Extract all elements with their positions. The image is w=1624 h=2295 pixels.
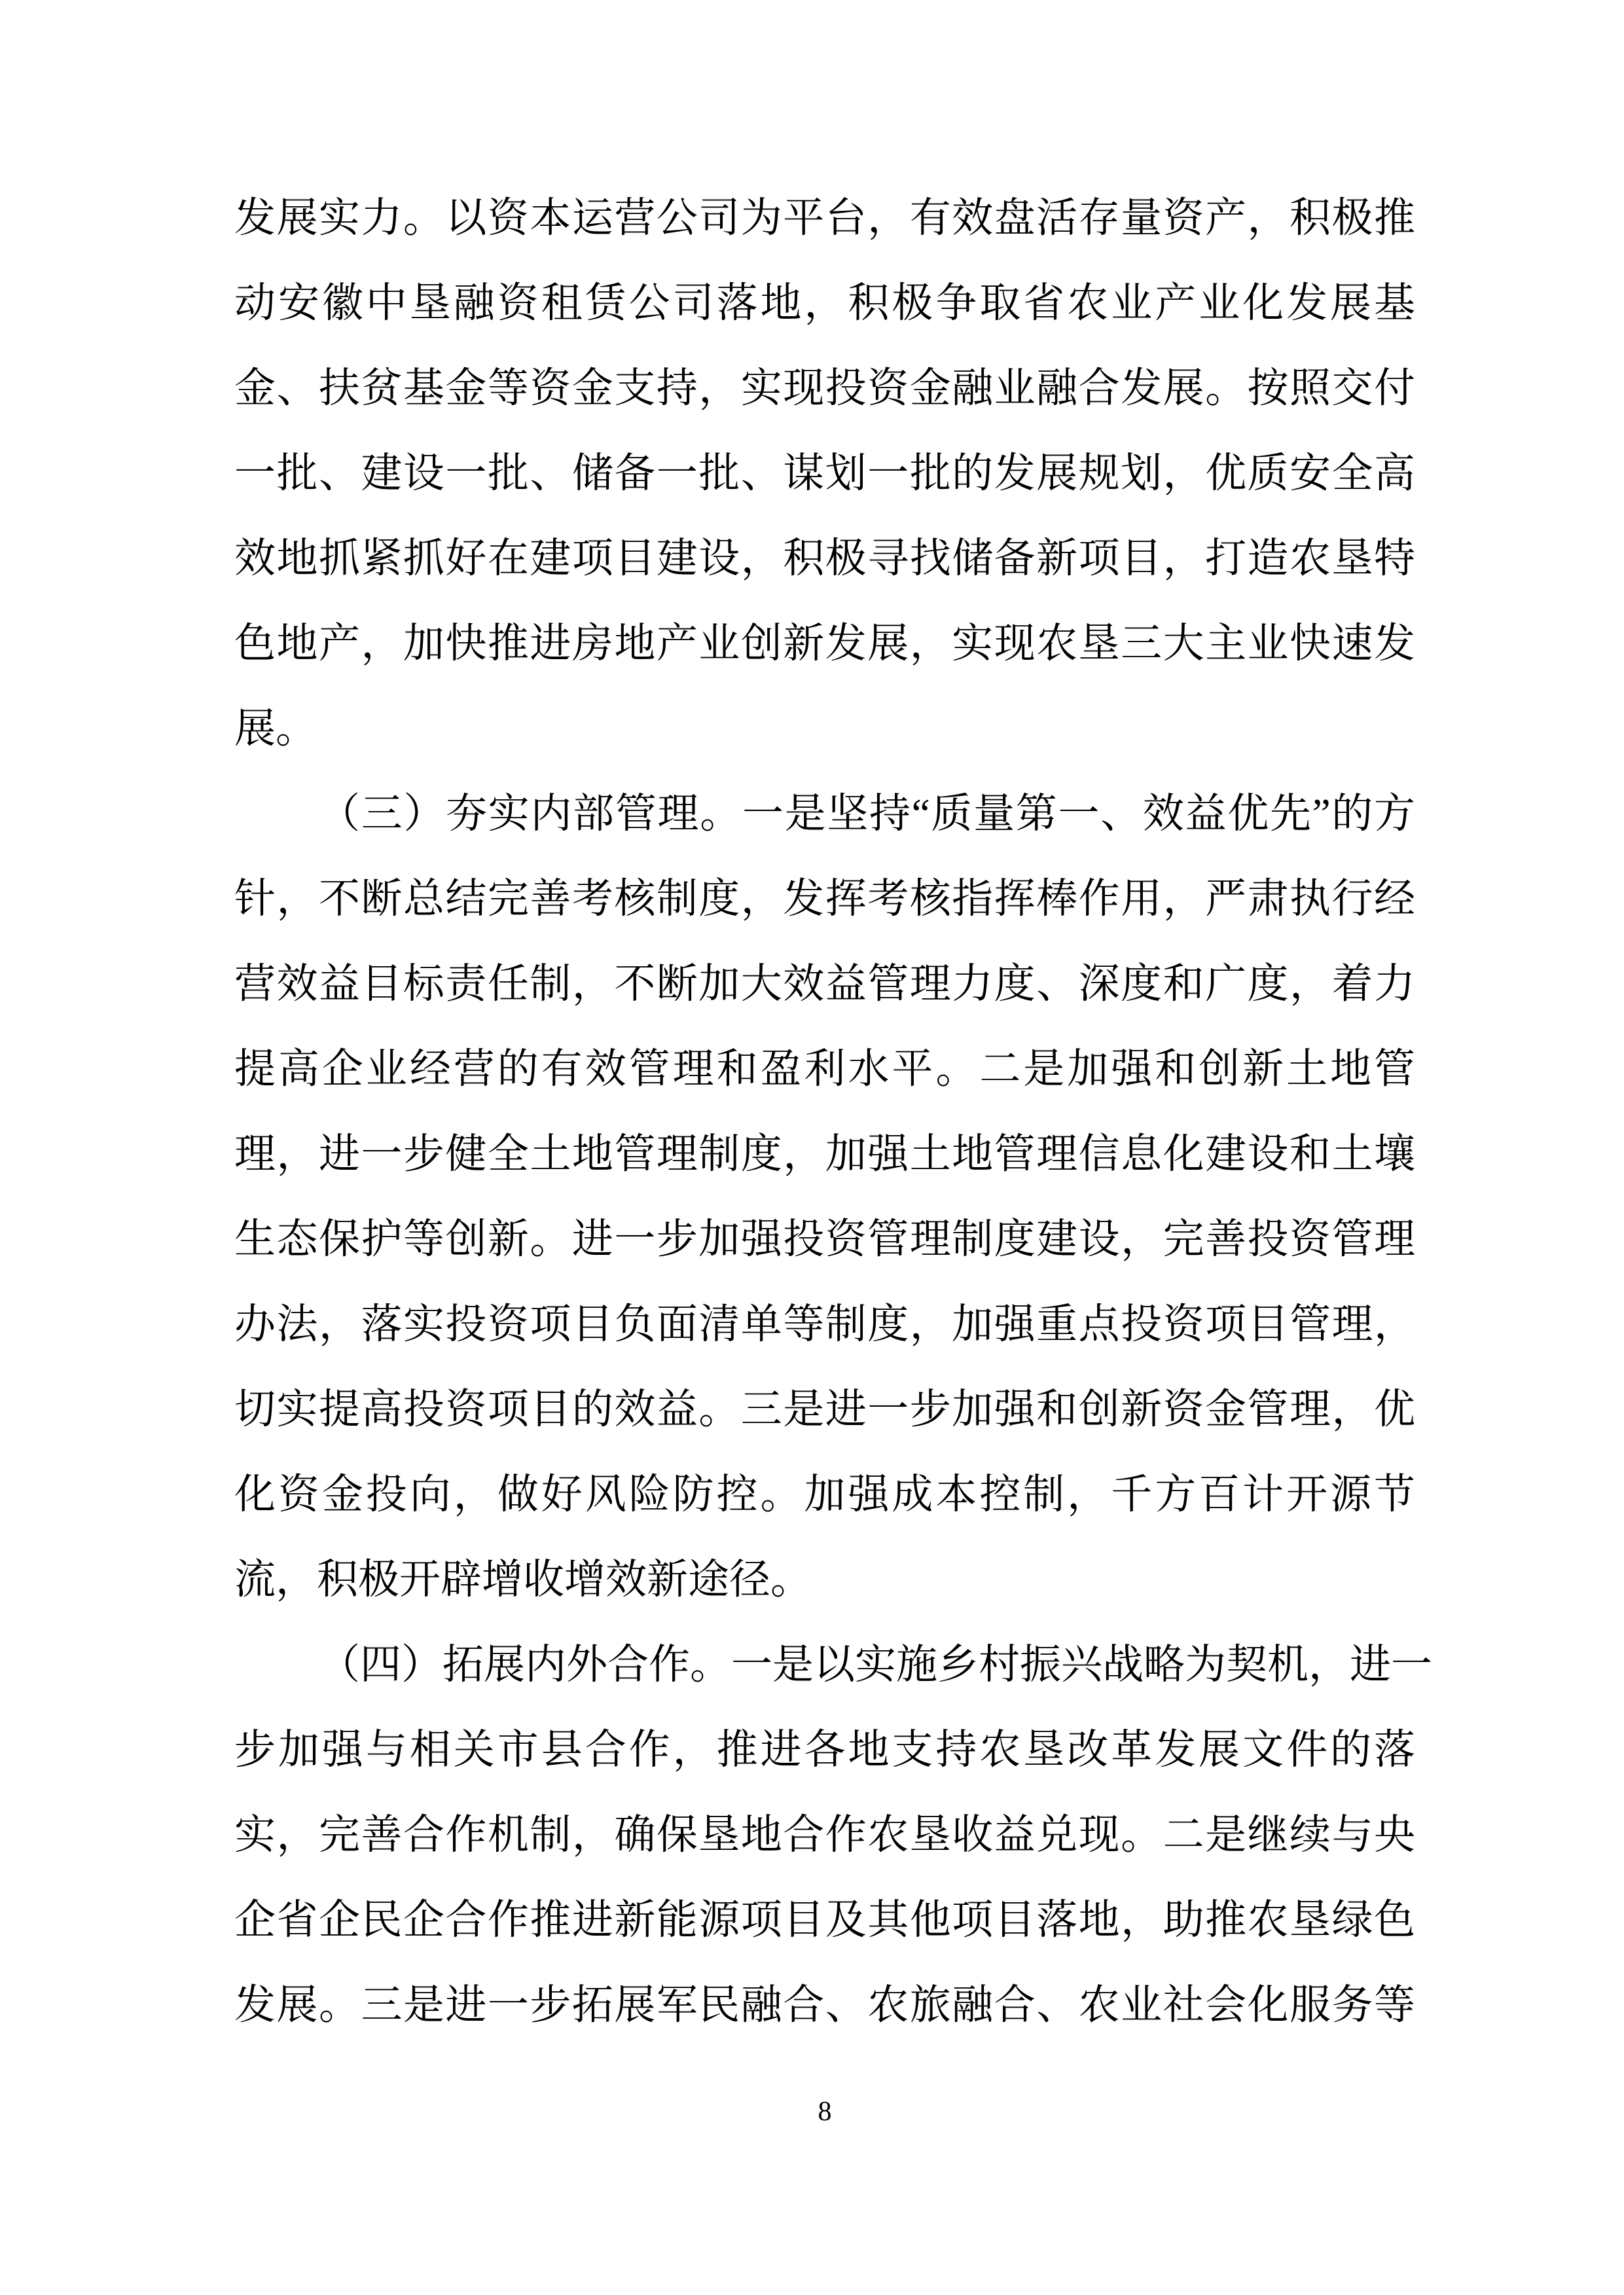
text-line: 发展。三是进一步拓展军民融合、农旅融合、农业社会化服务等 bbox=[234, 1982, 1415, 2028]
page-number: 8 bbox=[818, 2097, 832, 2127]
text-line: 色地产，加快推进房地产业创新发展，实现农垦三大主业快速发 bbox=[234, 621, 1415, 666]
text-line: 化资金投向，做好风险防控。加强成本控制，千方百计开源节 bbox=[234, 1472, 1415, 1517]
text-line: 效地抓紧抓好在建项目建设，积极寻找储备新项目，打造农垦特 bbox=[234, 535, 1415, 581]
document-body bbox=[234, 175, 1432, 2048]
text-line: 展。 bbox=[234, 706, 317, 751]
text-line-paragraph-start: （四）拓展内外合作。一是以实施乡村振兴战略为契机，进一 bbox=[319, 1642, 1432, 1688]
text-line: 动安徽中垦融资租赁公司落地，积极争取省农业产业化发展基 bbox=[234, 280, 1415, 326]
text-line: 实，完善合作机制，确保垦地合作农垦收益兑现。二是继续与央 bbox=[234, 1812, 1415, 1858]
text-line: 办法，落实投资项目负面清单等制度，加强重点投资项目管理， bbox=[234, 1301, 1415, 1347]
text-line: 流，积极开辟增收增效新途径。 bbox=[234, 1557, 812, 1602]
text-line: 步加强与相关市县合作，推进各地支持农垦改革发展文件的落 bbox=[234, 1727, 1415, 1773]
text-line: 营效益目标责任制，不断加大效益管理力度、深度和广度，着力 bbox=[234, 961, 1415, 1007]
text-line: 金、扶贫基金等资金支持，实现投资金融业融合发展。按照交付 bbox=[234, 365, 1415, 411]
text-line: 一批、建设一批、储备一批、谋划一批的发展规划，优质安全高 bbox=[234, 450, 1415, 496]
text-line: 生态保护等创新。进一步加强投资管理制度建设，完善投资管理 bbox=[234, 1216, 1415, 1262]
text-line: 企省企民企合作推进新能源项目及其他项目落地，助推农垦绿色 bbox=[234, 1897, 1415, 1943]
text-line: 提高企业经营的有效管理和盈利水平。二是加强和创新土地管 bbox=[234, 1046, 1415, 1092]
text-line-paragraph-start: （三）夯实内部管理。一是坚持“质量第一、效益优先”的方 bbox=[319, 791, 1415, 837]
text-line: 理，进一步健全土地管理制度，加强土地管理信息化建设和土壤 bbox=[234, 1131, 1415, 1177]
text-line: 针，不断总结完善考核制度，发挥考核指挥棒作用，严肃执行经 bbox=[234, 876, 1415, 922]
text-line: 发展实力。以资本运营公司为平台，有效盘活存量资产，积极推 bbox=[234, 195, 1415, 241]
text-line: 切实提高投资项目的效益。三是进一步加强和创新资金管理，优 bbox=[234, 1386, 1415, 1432]
